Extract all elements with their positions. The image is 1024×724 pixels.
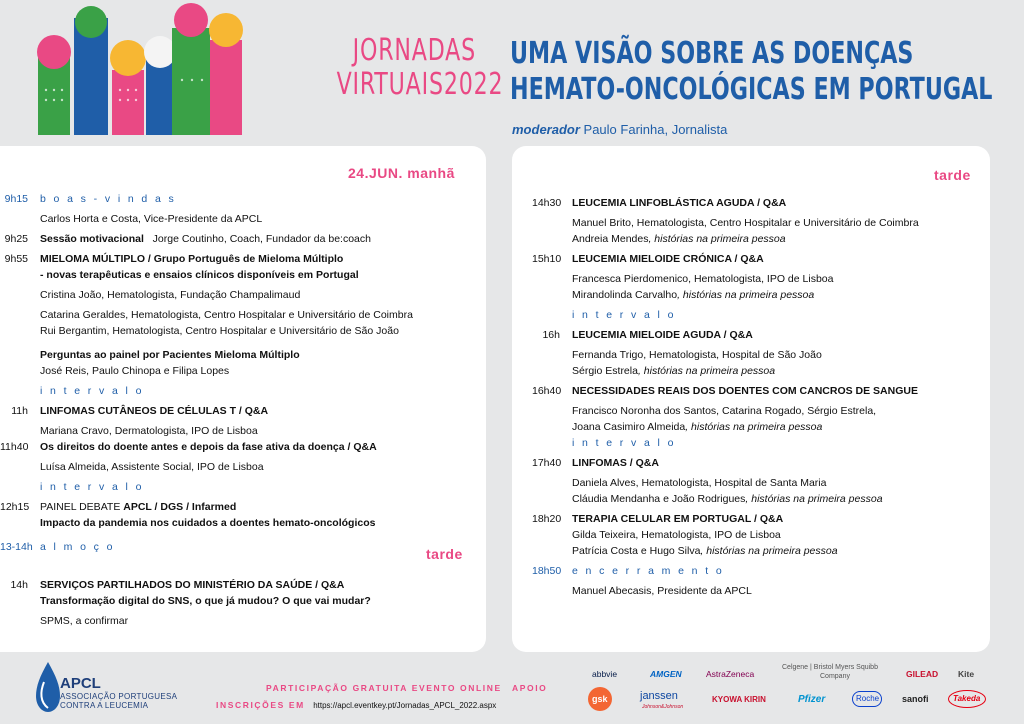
session-title: SERVIÇOS PARTILHADOS DO MINISTÉRIO DA SAÚDE / Q&A [40, 579, 345, 591]
registration-label: INSCRIÇÕES EM [216, 700, 305, 710]
speaker-name: João Rodrigues [671, 493, 746, 505]
session-title: MIELOMA MÚLTIPLO / Grupo Português de Mieloma Múltiplo [40, 253, 344, 265]
speaker-name: Daniela Alves [572, 477, 636, 489]
celgene-bms-logo: Celgene | Bristol Myers Squibb [782, 664, 878, 671]
session-title: Sessão motivacional [40, 233, 144, 245]
time-slot: 11h40 [0, 441, 29, 453]
moderator-label: moderador [512, 122, 580, 137]
speaker-role: , Vice-Presidente da APCL [138, 213, 263, 225]
time-slot: 11h [11, 405, 28, 417]
speaker-role: , Hematologista, Centro Hospitalar e Universitário de Coimbra [125, 309, 413, 321]
abbvie-logo: abbvie [592, 669, 618, 679]
afternoon-header-right: tarde [934, 167, 971, 183]
session-title: LINFOMAS / Q&A [572, 457, 659, 469]
speaker-name: Hugo Silva [649, 545, 701, 557]
apcl-line1: ASSOCIAÇÃO PORTUGUESA [60, 692, 178, 701]
speaker-name: Mirandolinda Carvalho [572, 289, 678, 301]
speaker-name: José Reis [40, 365, 87, 377]
speaker-name: Carlos Horta e Costa [40, 213, 139, 225]
speaker-role: , Hematologista, Hospital de Santa Maria [635, 477, 827, 489]
speaker-role: , Hematologista, Fundação Champalimaud [101, 289, 301, 301]
speaker-role: , Presidente da APCL [651, 585, 752, 597]
participation-note: PARTICIPAÇÃO GRATUITA EVENTO ONLINE [266, 683, 502, 693]
speaker-role: , Hematologista, Centro Hospitalar e Universitário de São João [106, 325, 399, 337]
event-title [306, 33, 504, 102]
time-slot: 13-14h [0, 541, 33, 553]
time-slot: 9h25 [4, 233, 28, 245]
speaker-name: Rui Bergantim [40, 325, 107, 337]
time-slot: 18h50 [532, 565, 562, 577]
break-label: i n t e r v a l o [40, 481, 144, 493]
speaker-name: Luísa Almeida [40, 461, 106, 473]
celgene-bms-sub: Company [820, 673, 850, 680]
apcl-name: APCL [60, 675, 101, 692]
speaker-name: Fernanda Trigo [572, 349, 644, 361]
speaker-name: Cristina João [40, 289, 102, 301]
speaker-role: , Hematologista, Centro Hospitalar e Universitário de Coimbra [630, 217, 919, 229]
speaker-role: , Hematologista, IPO de Lisboa [635, 529, 781, 541]
session-title: LEUCEMIA MIELOIDE CRÓNICA / Q&A [572, 253, 764, 265]
speaker-note: , histórias na primeira pessoa [745, 493, 883, 505]
amgen-logo: AMGEN [650, 669, 682, 679]
kyowa-kirin-logo: KYOWA KIRIN [712, 695, 766, 704]
speaker-name: Jorge Coutinho [152, 233, 224, 245]
afternoon-program-left [0, 577, 486, 629]
speaker-name: Mariana Cravo [40, 425, 109, 437]
gsk-logo: gsk [592, 694, 608, 704]
speaker-role: , Coach, Fundador da be:coach [223, 233, 371, 245]
roche-logo: Roche [856, 694, 880, 703]
gilead-logo: GILEAD [906, 669, 939, 679]
session-title: LINFOMAS CUTÂNEOS DE CÉLULAS T / Q&A [40, 405, 269, 417]
speaker-role: , Dermatologista, IPO de Lisboa [108, 425, 258, 437]
registration-link[interactable]: https://apcl.eventkey.pt/Jornadas_APCL_2022.aspx [313, 701, 497, 710]
speaker-name: Manuel Abecasis [572, 585, 652, 597]
kite-logo: Kite [958, 669, 975, 679]
session-title: LEUCEMIA LINFOBLÁSTICA AGUDA / Q&A [572, 197, 787, 209]
time-slot: 12h15 [0, 501, 30, 513]
jornadas-logo-graphic [32, 0, 270, 135]
support-label: APOIO [512, 683, 548, 693]
session-subtitle: - novas terapêuticas e ensaios clínicos disponíveis em Portugal [40, 269, 359, 281]
afternoon-program [532, 195, 988, 599]
speaker-role: , Hematologista, IPO de Lisboa [688, 273, 834, 285]
janssen-sub: Johnson&Johnson [642, 704, 684, 710]
speaker-note: , histórias na primeira pessoa [677, 289, 815, 301]
moderator [512, 122, 727, 137]
session-title: Os direitos do doente antes e depois da fase ativa da doença / Q&A [40, 441, 377, 453]
morning-program [0, 191, 486, 555]
registration [216, 700, 496, 710]
time-slot: 16h [542, 329, 560, 341]
time-slot: 9h55 [4, 253, 28, 265]
speaker-note: , histórias na primeira pessoa [648, 233, 786, 245]
speaker-role: , a confirmar [69, 615, 129, 627]
speaker-role: , Hematologista, Hospital de São João [643, 349, 822, 361]
event-title-line1: JORNADAS [352, 33, 476, 68]
time-slot: 14h30 [532, 197, 562, 209]
speaker-name: Filipa Lopes [172, 365, 230, 377]
speaker-name: Catarina Geraldes [40, 309, 126, 321]
speaker-name: Manuel Brito [572, 217, 631, 229]
astrazeneca-logo: AstraZeneca [706, 669, 755, 679]
headline [510, 36, 993, 108]
time-slot: 15h10 [532, 253, 562, 265]
session-subtitle: Transformação digital do SNS, o que já mudou? O que vai mudar? [40, 595, 371, 607]
separator: e [637, 545, 650, 557]
session-title: NECESSIDADES REAIS DOS DOENTES COM CANCROS DE SANGUE [572, 385, 918, 397]
panel-orgs: APCL / DGS / Infarmed [123, 501, 237, 513]
speaker-name: Patrícia Costa [572, 545, 638, 557]
sanofi-logo: sanofi [902, 694, 929, 704]
apcl-logo [60, 676, 177, 710]
speaker-note: , histórias na primeira pessoa [637, 365, 776, 377]
speaker-name: Cláudia Mendanha [572, 493, 661, 505]
speaker-note: , histórias na primeira pessoa [700, 545, 838, 557]
headline-line1: UMA VISÃO SOBRE AS DOENÇAS [510, 36, 914, 71]
separator: e [660, 493, 672, 505]
session-title: TERAPIA CELULAR EM PORTUGAL / Q&A [572, 513, 784, 525]
separator: , [86, 365, 92, 377]
separator: e [160, 365, 173, 377]
break-label: i n t e r v a l o [572, 437, 676, 449]
session-title: Impacto da pandemia nos cuidados a doentes hemato-oncológicos [40, 517, 376, 529]
speaker-name: Sérgio Estrela [572, 365, 638, 377]
time-slot: 17h40 [532, 457, 562, 469]
janssen-logo: janssen [640, 690, 678, 702]
welcome-label: b o a s - v i n d a s [40, 193, 177, 205]
break-label: i n t e r v a l o [40, 385, 144, 397]
time-slot: 9h15 [4, 193, 28, 205]
time-slot: 18h20 [532, 513, 562, 525]
moderator-name: Paulo Farinha, Jornalista [583, 122, 728, 137]
session-title: Perguntas ao painel por Pacientes Mieloma Múltiplo [40, 349, 300, 361]
speaker-name: Andreia Mendes [572, 233, 649, 245]
speaker-name: Gilda Teixeira [572, 529, 636, 541]
speaker-names: Francisco Noronha dos Santos, Catarina Rogado, Sérgio Estrela, [572, 405, 877, 417]
takeda-logo: Takeda [953, 694, 981, 703]
session-title: LEUCEMIA MIELOIDE AGUDA / Q&A [572, 329, 753, 341]
morning-header: 24.JUN. manhã [348, 165, 455, 181]
speaker-role: , Assistente Social, IPO de Lisboa [105, 461, 264, 473]
afternoon-header: tarde [426, 546, 463, 562]
pfizer-logo: Pfizer [798, 694, 826, 705]
time-slot: 16h40 [532, 385, 562, 397]
lunch-label: a l m o ç o [40, 541, 115, 553]
closing-label: e n c e r r a m e n t o [572, 565, 725, 577]
speaker-name: Francesca Pierdomenico [572, 273, 689, 285]
speaker-note: , histórias na primeira pessoa [685, 421, 823, 433]
apcl-drop-icon [36, 662, 60, 712]
apcl-line2: CONTRA A LEUCEMIA [60, 701, 149, 710]
event-title-line2: VIRTUAIS2022 [336, 67, 504, 102]
speaker-name: Joana Casimiro Almeida [572, 421, 686, 433]
break-label: i n t e r v a l o [572, 309, 676, 321]
speaker-name: SPMS [40, 615, 70, 627]
time-slot: 14h [10, 579, 28, 591]
panel-label: PAINEL DEBATE [40, 501, 124, 513]
headline-line2: HEMATO-ONCOLÓGICAS EM PORTUGAL [510, 72, 993, 107]
speaker-name: Paulo Chinopa [91, 365, 161, 377]
